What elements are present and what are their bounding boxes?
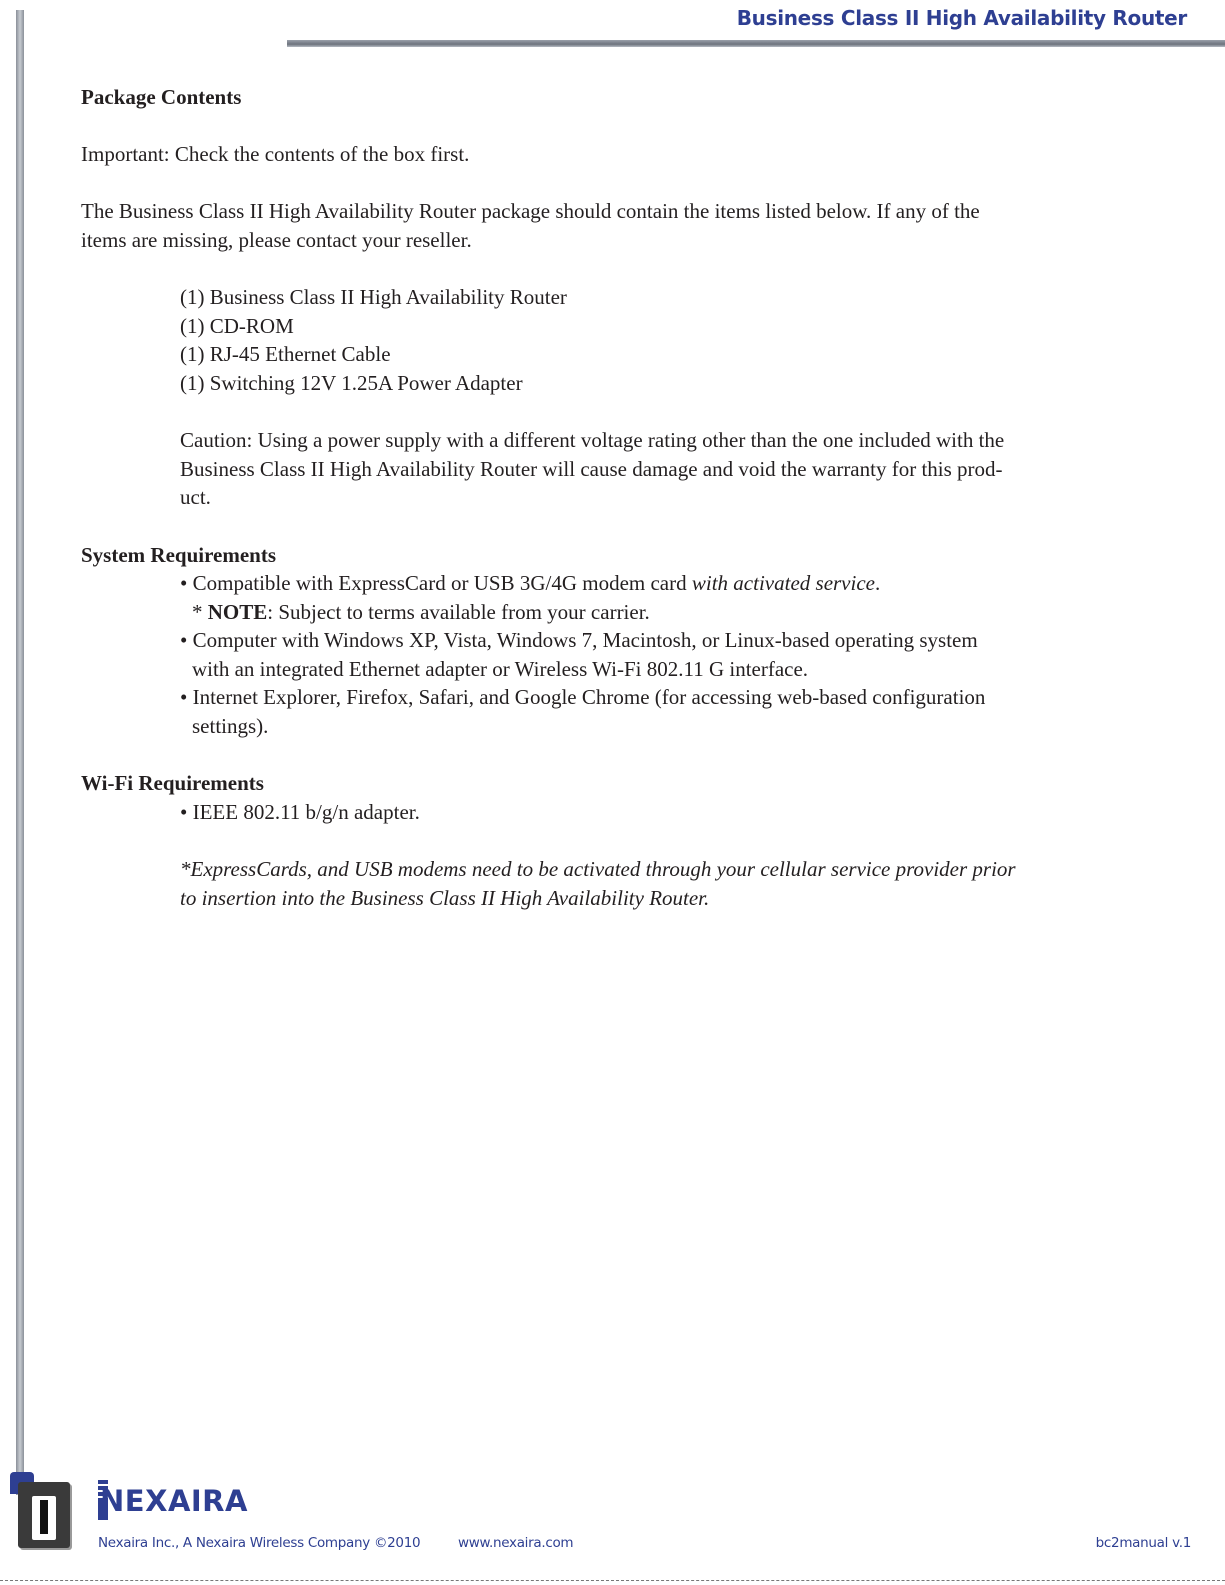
- package-items-list: [81, 283, 1141, 397]
- requirement-computer: [81, 626, 1141, 683]
- requirement-computer-line-1: • Computer with Windows XP, Vista, Windows 7, Macintosh, or Linux-based operating system: [180, 628, 978, 653]
- footer-version: bc2manual v.1: [1095, 1535, 1191, 1551]
- requirement-browser-line-2: settings).: [192, 714, 269, 739]
- list-item: (1) RJ-45 Ethernet Cable: [180, 342, 391, 367]
- footer-company: Nexaira Inc., A Nexaira Wireless Company ©2010: [98, 1535, 421, 1551]
- requirement-modem-end: .: [874, 571, 881, 596]
- left-margin-rule: [16, 10, 24, 1495]
- footer-rule: [0, 1580, 1225, 1581]
- note-text: : Subject to terms available from your carrier.: [267, 599, 650, 624]
- requirement-browser-line-1: • Internet Explorer, Firefox, Safari, and Google Chrome (for accessing web-based configuration: [180, 685, 986, 710]
- footer-url: www.nexaira.com: [458, 1535, 574, 1551]
- requirement-modem: [81, 569, 1141, 598]
- brand-wordmark: NEXAIRA: [100, 1484, 248, 1518]
- page-number-tab-icon: [10, 1472, 66, 1552]
- package-intro-line-1: The Business Class II High Availability Router package should contain the items listed below. If any of the: [81, 199, 980, 224]
- list-item: (1) CD-ROM: [180, 313, 294, 338]
- carrier-note: [81, 598, 1141, 627]
- important-note: Important: Check the contents of the box first.: [81, 142, 470, 167]
- document-header-title: Business Class II High Availability Router: [736, 6, 1187, 30]
- caution-line-2: Business Class II High Availability Router will cause damage and void the warranty for this prod-: [180, 456, 1003, 481]
- requirement-wifi-adapter: • IEEE 802.11 b/g/n adapter.: [180, 799, 420, 824]
- requirement-computer-line-2: with an integrated Ethernet adapter or Wireless Wi-Fi 802.11 G interface.: [192, 656, 809, 681]
- requirement-modem-emphasis: with activated service: [691, 571, 875, 596]
- header-rule: [287, 40, 1225, 47]
- wifi-requirements-heading: Wi-Fi Requirements: [81, 771, 264, 796]
- document-body: [81, 83, 1141, 912]
- caution-line-3: uct.: [180, 485, 211, 510]
- note-label: NOTE: [207, 599, 268, 624]
- system-requirements-heading: System Requirements: [81, 542, 277, 567]
- package-contents-heading: Package Contents: [81, 85, 242, 109]
- activation-footnote-line-2: to insertion into the Business Class II High Availability Router.: [180, 885, 710, 910]
- activation-footnote-line-1: *ExpressCards, and USB modems need to be activated through your cellular service provider prior: [180, 857, 1016, 882]
- list-item: (1) Business Class II High Availability Router: [180, 285, 567, 310]
- requirement-modem-text: • Compatible with ExpressCard or USB 3G/4G modem card: [180, 571, 692, 596]
- requirement-browser: [81, 683, 1141, 740]
- caution-paragraph: [81, 426, 1141, 512]
- caution-line-1: Caution: Using a power supply with a different voltage rating other than the one included with the: [180, 428, 1005, 453]
- list-item: (1) Switching 12V 1.25A Power Adapter: [180, 370, 523, 395]
- nexaira-logo: [98, 1480, 298, 1520]
- note-prefix: *: [192, 599, 208, 624]
- package-intro-line-2: items are missing, please contact your reseller.: [81, 227, 472, 252]
